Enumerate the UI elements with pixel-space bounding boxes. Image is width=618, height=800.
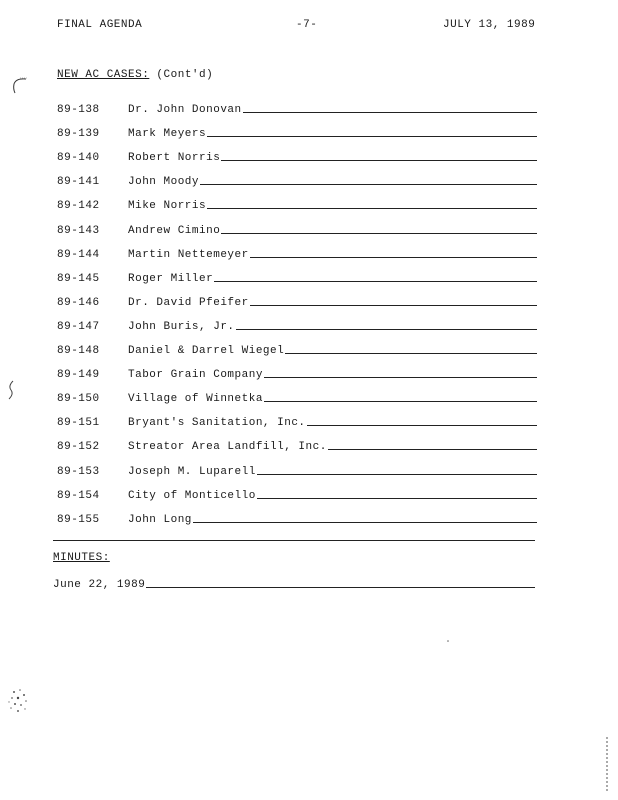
case-number: 89-143 [57,224,100,237]
signature-line [207,208,537,209]
case-row [57,164,537,188]
minutes-heading: MINUTES: [53,552,110,564]
case-number: 89-152 [57,441,100,454]
case-number: 89-141 [57,176,100,189]
case-row [57,212,537,236]
case-row [57,116,537,140]
case-number: 89-150 [57,393,100,406]
scan-mark-bracket [8,74,30,96]
section-heading [57,69,213,81]
case-name: Mike Norris [128,200,207,213]
case-number: 89-140 [57,152,100,165]
scan-mark-dot [445,638,451,644]
signature-line [236,329,537,330]
case-name: John Moody [128,176,200,189]
signature-line [146,587,535,588]
signature-line [257,498,537,499]
signature-line [214,281,537,282]
signature-line [328,449,537,450]
case-name: Andrew Cimino [128,224,221,237]
signature-line [243,112,537,113]
case-row [57,429,537,453]
case-name: Streator Area Landfill, Inc. [128,441,327,454]
section-divider [53,540,535,541]
section-heading-label: NEW AC CASES: [57,69,150,81]
case-name: Bryant's Sanitation, Inc. [128,417,306,430]
case-row [57,453,537,477]
case-name: Daniel & Darrel Wiegel [128,345,285,358]
case-name: John Buris, Jr. [128,320,235,333]
case-row [57,261,537,285]
case-number: 89-149 [57,369,100,382]
case-number: 89-139 [57,128,100,141]
minutes-entry: June 22, 1989 [53,579,146,591]
scan-mark-speckle [6,686,34,716]
signature-line [264,401,537,402]
case-row [57,237,537,261]
header-title: FINAL AGENDA [57,19,143,31]
scan-mark-curl [4,378,18,404]
signature-line [307,425,537,426]
case-name: Tabor Grain Company [128,369,263,382]
case-list [57,92,537,526]
header-date: JULY 13, 1989 [443,19,536,31]
case-row [57,405,537,429]
case-name: Dr. David Pfeifer [128,296,249,309]
case-name: Martin Nettemeyer [128,248,249,261]
case-row [57,140,537,164]
signature-line [264,377,537,378]
case-number: 89-148 [57,345,100,358]
case-number: 89-147 [57,320,100,333]
case-number: 89-145 [57,272,100,285]
case-number: 89-154 [57,489,100,502]
case-row [57,285,537,309]
signature-line [221,233,537,234]
case-name: Mark Meyers [128,128,207,141]
case-name: Village of Winnetka [128,393,263,406]
signature-line [250,257,537,258]
case-name: Roger Miller [128,272,214,285]
case-name: Robert Norris [128,152,221,165]
minutes-entry-row [53,575,535,591]
case-number: 89-142 [57,200,100,213]
signature-line [193,522,537,523]
signature-line [250,305,537,306]
signature-line [221,160,537,161]
section-heading-suffix: (Cont'd) [149,69,214,81]
signature-line [200,184,537,185]
page-number: -7- [296,19,318,31]
case-row [57,333,537,357]
case-number: 89-151 [57,417,100,430]
scan-mark-edge [602,735,612,795]
case-row [57,502,537,526]
case-number: 89-144 [57,248,100,261]
case-name: City of Monticello [128,489,256,502]
case-row [57,381,537,405]
case-number: 89-153 [57,465,100,478]
signature-line [257,474,537,475]
case-row [57,188,537,212]
case-row [57,357,537,381]
case-row [57,309,537,333]
case-row [57,478,537,502]
signature-line [207,136,537,137]
case-number: 89-138 [57,104,100,117]
case-number: 89-155 [57,513,100,526]
signature-line [285,353,537,354]
case-name: Joseph M. Luparell [128,465,256,478]
case-row [57,92,537,116]
case-number: 89-146 [57,296,100,309]
case-name: Dr. John Donovan [128,104,242,117]
case-name: John Long [128,513,192,526]
